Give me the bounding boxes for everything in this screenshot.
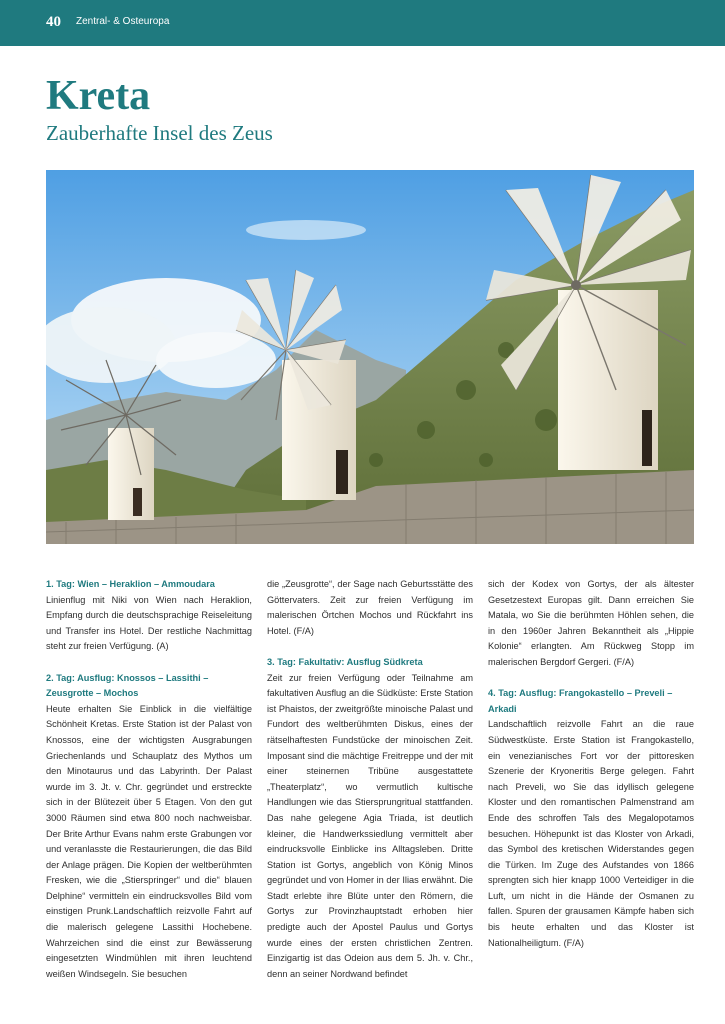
column-1 [46,577,252,982]
section-name: Zentral- & Osteuropa [76,16,170,27]
page-number: 40 [46,14,61,30]
article-title: Kreta [46,73,151,119]
day-2-body-part-2: die „Zeusgrotte“, der Sage nach Geburtsstätte des Göttervaters. Zeit zur freien Verfügung im malerischen Örtchen Mochos und Rückfahrt ins Hotel. (F/A) [267,579,473,636]
day-1-body: Linienflug mit Niki von Wien nach Heraklion, Empfang durch die deutschsprachige Reiseleitung und Transfer ins Hotel. Der restliche Nachmittag steht zur freien Verfügung. (A) [46,594,252,652]
day-1-heading: 1. Tag: Wien – Heraklion – Ammoudara [46,579,215,589]
windmills-photo [46,170,694,544]
column-2 [267,577,473,982]
day-2-body-part-1: Heute erhalten Sie Einblick in die vielfältige Schönheit Kretas. Erste Station ist der Palast von Knossos, eine der wichtigsten Ausgrabungen Griechenlands und Schauplatz des Mythos um den Minotaurus und das Labyrinth. Der Palast wurde im 3. Jt. v. Chr. gegründet und erstreckte sich in der Blütezeit über 5 Etagen. Von den gut 3000 Räumen sind etwa 800 noch nachweisbar. Der Brite Arthur Evans nahm erste Grabungen vor und veranlasste die Restaurierungen, die das Bild der Anlage prägen. Die Kopien der weltberühmten Fresken, wie die „Stierspringer“ und die“ blauen Delphine“ vermitteln ein eindrucksvolles Bild vom einstigen Prunk.Landschaftlich reizvolle Fahrt auf die malerisch gelegene Lassithi Hochebene. Wahrzeichen sind die einst zur Bewässerung eingesetzten Windmühlen mit ihren leuchtend weißen Windsegeln. Sie besuchen [46,703,252,979]
day-4-body: Landschaftlich reizvolle Fahrt an die raue Südwestküste. Erste Station ist Frangokastello, ein venezianisches Fort vor der pittoresken Szenerie der Kryoneritis Berge gelegen. Fahrt nach Preveli, wo Sie das idyllisch gelegene Kloster und den romantischen Palmenstrand am Ende des schroffen Tals des Megalopotamos besuchen. Höhepunkt ist das Kloster von Arkadi, das Symbol des kretischen Widerstandes gegen die Türken. Im Zuge des Aufstandes von 1866 sprengten sich hier knapp 1000 Verteidiger in die Luft, um nicht in die Hände der Osmanen zu fallen. Spuren der grausamen Kämpfe haben sich bis heute erhalten und das Kloster ist Nationalheiligtum. (F/A) [488,719,694,948]
day-3-body-part-2: sich der Kodex von Gortys, der als ältester Gesetzestext Europas gilt. Dann erreichen Sie Matala, wo Sie die berühmten Höhlen sehen, die in den 1960er Jahren Bekanntheit als „Hippie Kolonie“ erlangten. Am Rückweg Stopp im malerischen Bergdorf Gergeri. (F/A) [488,579,694,667]
day-3-body-part-1: Zeit zur freien Verfügung oder Teilnahme am fakultativen Ausflug an die Südküste: Erste Station ist Phaistos, der zweitgrößte minoische Palast und Fundort des weltberühmten Diskus, eines der rätselhaftesten Fundstücke der minoischen Zeit. Imposant sind die mächtige Freitreppe und der mit einer steinernen Tribüne ausgestattete „Theaterplatz“, wo vermutlich kultische Handlungen wie das Stiersprungritual stattfanden. Das nahe gelegene Agia Triada, ist deutlich kleiner, die Handwerkssiedlung vermittelt aber eindrucksvolle Einblicke ins Alltagsleben. Dritte Station ist Gortys, angeblich von König Minos gegründet und von Homer in der Ilias erwähnt. Die Stadt erlebte ihre Blüte unter den Römern, die Gortys zur Provinzhauptstadt erhoben hier predigte auch der Apostel Paulus und Gortys wurde eines der ersten christlichen Zentren. Einzigartig ist das Odeion aus dem 5. Jh. v. Chr., denn an seiner Nordwand befindet [267,672,473,979]
header-bar [0,0,725,46]
day-2-heading: 2. Tag: Ausflug: Knossos – Lassithi – Zeusgrotte – Mochos [46,672,209,699]
day-3-heading: 3. Tag: Fakultativ: Ausflug Südkreta [267,656,423,667]
column-3 [488,577,694,951]
day-4-heading: 4. Tag: Ausflug: Frangokastello – Preveli – Arkadi [488,688,673,714]
article-subtitle: Zauberhafte Insel des Zeus [46,121,273,145]
